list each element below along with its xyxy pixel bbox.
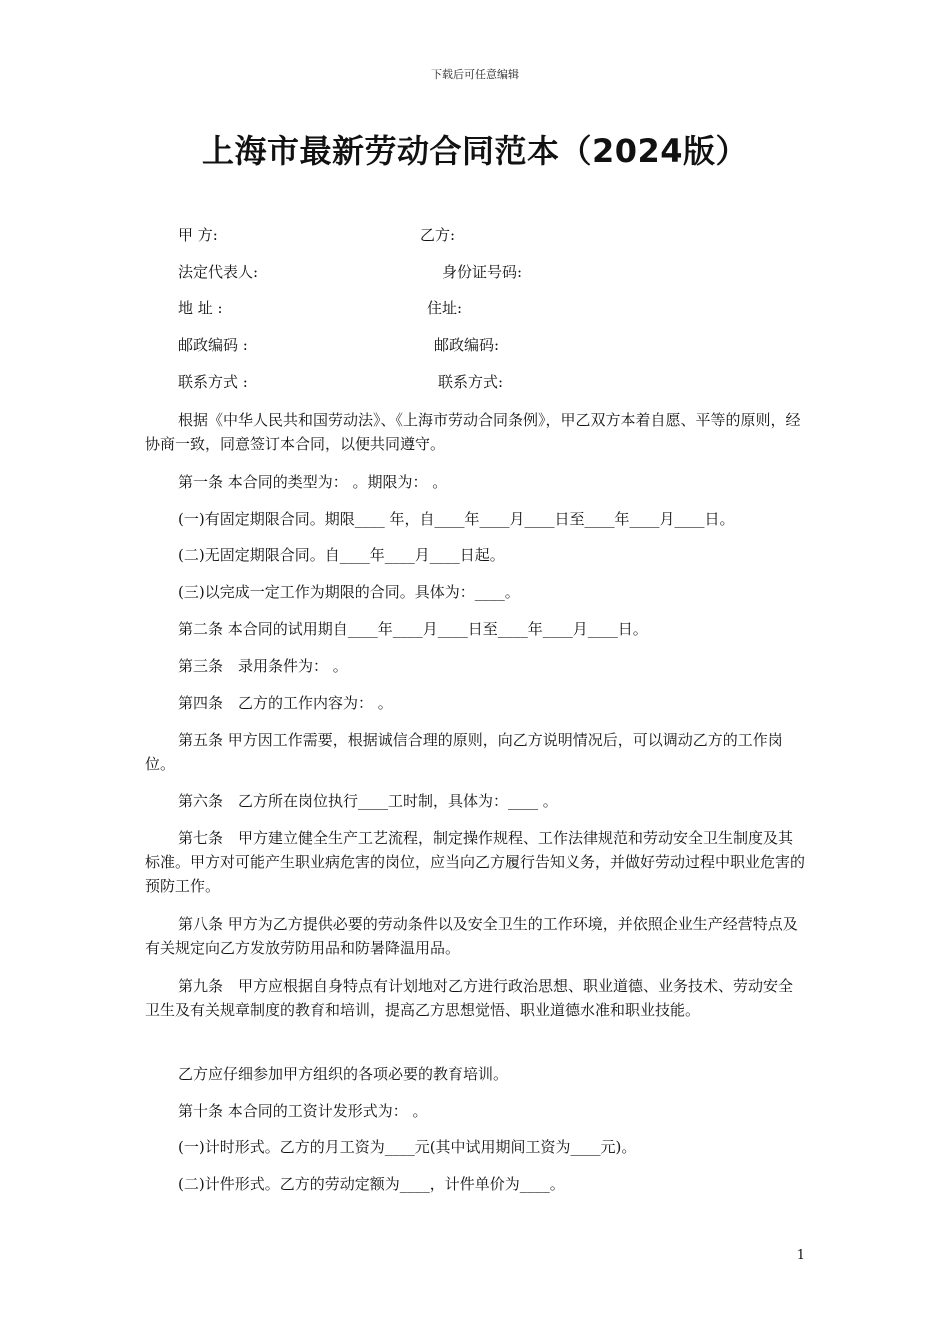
address-label: 地 址 : xyxy=(178,299,223,317)
party-row-2 xyxy=(178,261,523,283)
article-7: 第七条 甲方建立健全生产工艺流程，制定操作规程、工作法律规范和劳动安全卫生制度及其标准。甲方对可能产生职业病危害的岗位，应当向乙方履行告知义务，并做好劳动过程中职业危害的预防工作。 xyxy=(145,829,806,895)
article-2: 第二条 本合同的试用期自____年____月____日至____年____月____日。 xyxy=(178,620,648,638)
article-5: 第五条 甲方因工作需要，根据诚信合理的原则，向乙方说明情况后，可以调动乙方的工作岗位。 xyxy=(145,731,783,773)
article-1-item-3: (三)以完成一定工作为期限的合同。具体为：____。 xyxy=(178,583,520,601)
article-10: 第十条 本合同的工资计发形式为： 。 xyxy=(178,1102,428,1120)
party-row-3 xyxy=(178,297,463,319)
article-9-note: 乙方应仔细参加甲方组织的各项必要的教育培训。 xyxy=(178,1065,509,1083)
article-9: 第九条 甲方应根据自身特点有计划地对乙方进行政治思想、职业道德、业务技术、劳动安全卫生及有关规章制度的教育和培训，提高乙方思想觉悟、职业道德水准和职业技能。 xyxy=(145,977,794,1019)
article-8: 第八条 甲方为乙方提供必要的劳动条件以及安全卫生的工作环境，并依照企业生产经营特点及有关规定向乙方发放劳防用品和防暑降温用品。 xyxy=(145,915,798,957)
article-1-item-1: (一)有固定期限合同。期限____ 年，自____年____月____日至____年____月____日。 xyxy=(178,510,735,528)
party-row-4 xyxy=(178,334,500,356)
contact-b-label: 联系方式: xyxy=(438,373,504,391)
article-1: 第一条 本合同的类型为： 。期限为： 。 xyxy=(178,473,448,491)
legal-rep-label: 法定代表人: xyxy=(178,263,259,281)
document-title: 上海市最新劳动合同范本（2024版） xyxy=(201,132,749,170)
party-row-5 xyxy=(178,371,504,393)
article-3: 第三条 录用条件为： 。 xyxy=(178,657,348,675)
party-b-label: 乙方: xyxy=(420,226,456,244)
residence-label: 住址: xyxy=(427,299,463,317)
article-4: 第四条 乙方的工作内容为： 。 xyxy=(178,694,393,712)
article-10-item-1: (一)计时形式。乙方的月工资为____元(其中试用期间工资为____元)。 xyxy=(178,1138,637,1156)
article-10-item-2: (二)计件形式。乙方的劳动定额为____，计件单价为____。 xyxy=(178,1175,565,1193)
postcode-b-label: 邮政编码: xyxy=(434,336,500,354)
header-note: 下载后可任意编辑 xyxy=(431,68,519,81)
party-a-label: 甲 方: xyxy=(178,226,218,244)
party-row-1 xyxy=(178,224,456,246)
intro-paragraph: 根据《中华人民共和国劳动法》、《上海市劳动合同条例》，甲乙双方本着自愿、平等的原则，经协商一致，同意签订本合同，以便共同遵守。 xyxy=(145,411,801,453)
id-number-label: 身份证号码: xyxy=(442,263,523,281)
contact-a-label: 联系方式 : xyxy=(178,373,248,391)
article-1-item-2: (二)无固定期限合同。自____年____月____日起。 xyxy=(178,546,505,564)
article-6: 第六条 乙方所在岗位执行____工时制，具体为：____ 。 xyxy=(178,792,558,810)
page-number: 1 xyxy=(796,1248,805,1263)
postcode-a-label: 邮政编码 : xyxy=(178,336,248,354)
